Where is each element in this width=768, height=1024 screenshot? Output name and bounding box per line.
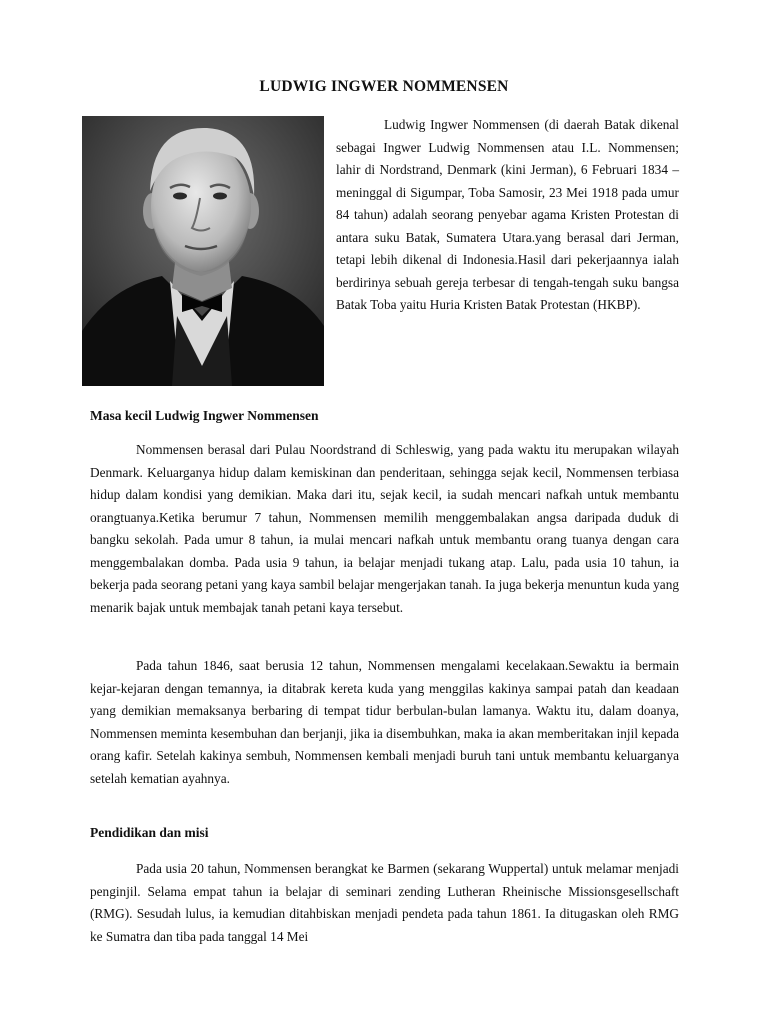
page-title: LUDWIG INGWER NOMMENSEN [259,78,509,95]
section-heading-childhood: Masa kecil Ludwig Ingwer Nommensen [90,408,319,423]
portrait-illustration [82,116,324,386]
section-heading-education: Pendidikan dan misi [90,825,209,840]
education-paragraph-1: Pada usia 20 tahun, Nommensen berangkat ke Barmen (sekarang Wuppertal) untuk melamar menjadi penginjil. Selama empat tahun ia belajar di seminari zending Lutheran Rheinische Missionsgesellschaft (RMG). Sesudah lulus, ia kemudian ditahbiskan menjadi pendeta pada tahun 1861. Ia ditugaskan oleh RMG ke Sumatra dan tiba pada tanggal 14 Mei [90,861,679,944]
portrait-photo [82,116,324,386]
intro-text [336,114,679,317]
childhood-paragraph-2: Pada tahun 1846, saat berusia 12 tahun, Nommensen mengalami kecelakaan.Sewaktu ia bermain kejar-kejaran dengan temannya, ia ditabrak kereta kuda yang menggilas kakinya sampai patah dan keadaan yang demikian memaksanya berbaring di tempat tidur berbulan-bulan lamanya. Waktu itu, dalam doanya, Nommensen meminta kesembuhan dan berjanji, jika ia disembuhkan, maka ia akan memberitakan injil kepada orang kafir. Setelah kakinya sembuh, Nommensen kembali menjadi buruh tani untuk membantu keluarganya setelah kematian ayahnya. [90,658,679,786]
intro-paragraph: Ludwig Ingwer Nommensen (di daerah Batak dikenal sebagai Ingwer Ludwig Nommensen atau I.L. Nommensen; lahir di Nordstrand, Denmark (kini Jerman), 6 Februari 1834 – meninggal di Sigumpar, Toba Samosir, 23 Mei 1918 pada umur 84 tahun) adalah seorang penyebar agama Kristen Protestan di antara suku Batak, Sumatera Utara.yang berasal dari Jerman, tetapi lebih dikenal di Indonesia.Hasil dari pekerjaannya ialah berdirinya sebuah gereja terbesar di tengah-tengah suku bangsa Batak Toba yaitu Huria Kristen Batak Protestan (HKBP). [336,117,679,312]
childhood-paragraph-1: Nommensen berasal dari Pulau Noordstrand di Schleswig, yang pada waktu itu merupakan wilayah Denmark. Keluarganya hidup dalam kemiskinan dan penderitaan, sehingga sejak kecil, Nommensen terbiasa hidup dalam kondisi yang demikian. Maka dari itu, sejak kecil, ia sudah mencari nafkah untuk membantu orangtuanya.Ketika berumur 7 tahun, Nommensen memilih menggembalakan angsa daripada duduk di bangku sekolah. Pada umur 8 tahun, ia mulai mencari nafkah untuk membantu orang tuanya dengan cara menggembalakan domba. Pada usia 9 tahun, ia belajar menjadi tukang atap. Lalu, pada usia 10 tahun, ia bekerja pada seorang petani yang kaya sambil belajar mengerjakan tanah. Ia juga bekerja menuntun kuda yang menarik bajak untuk membajak tanah petani kaya tersebut. [90,442,679,615]
